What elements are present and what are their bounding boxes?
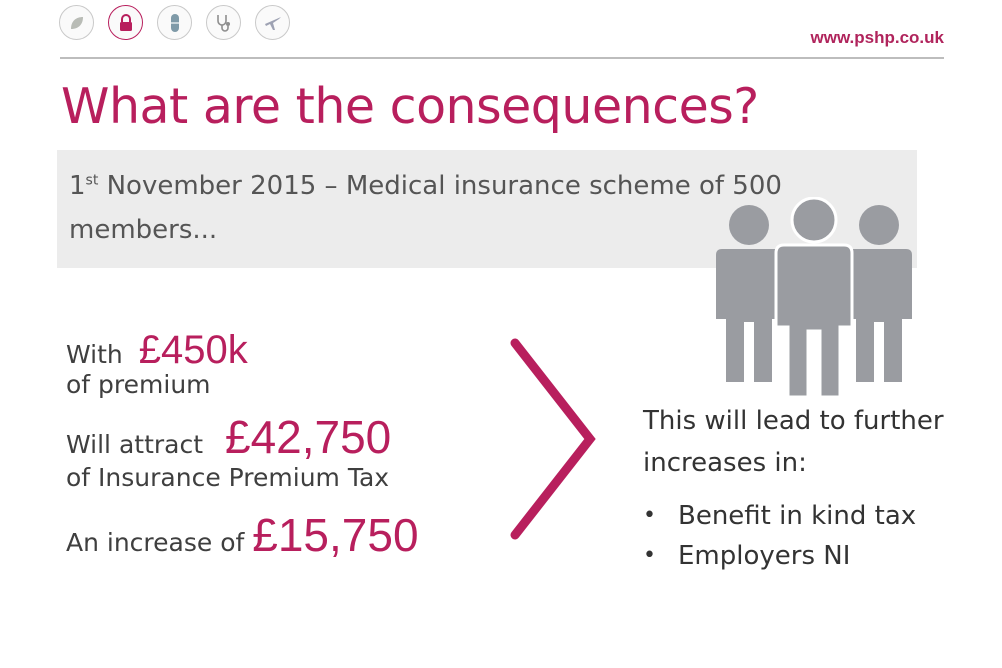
lock-icon[interactable]	[108, 5, 143, 40]
intro-text: 1st November 2015 – Medical insurance scheme of 500 members...	[69, 171, 782, 245]
fact-increase-value: £15,750	[252, 509, 419, 561]
fact-increase	[66, 508, 419, 562]
result-text: This will lead to further increases in:	[643, 406, 944, 478]
category-icon-row	[59, 5, 290, 40]
list-item: • Benefit in kind tax	[643, 496, 916, 536]
result-list	[643, 496, 916, 576]
fact-premium-prefix: With	[66, 340, 123, 369]
fact-premium	[66, 328, 248, 373]
list-item: • Employers NI	[643, 536, 916, 576]
capsule-icon[interactable]	[157, 5, 192, 40]
fact-ipt-value: £42,750	[224, 411, 392, 463]
header-divider	[60, 57, 944, 59]
fact-ipt	[66, 410, 391, 464]
chevron-right-icon	[505, 333, 605, 545]
people-icon	[706, 197, 920, 402]
fact-premium-value: £450k	[138, 328, 248, 372]
plane-icon[interactable]	[255, 5, 290, 40]
slide-title: What are the consequences?	[61, 78, 759, 135]
website-url[interactable]: www.pshp.co.uk	[810, 28, 944, 47]
stethoscope-icon[interactable]	[206, 5, 241, 40]
fact-ipt-suffix: of Insurance Premium Tax	[66, 463, 390, 492]
fact-premium-suffix: of premium	[66, 370, 211, 399]
leaf-icon[interactable]	[59, 5, 94, 40]
fact-ipt-prefix: Will attract	[66, 430, 204, 459]
fact-increase-prefix: An increase of	[66, 528, 245, 557]
